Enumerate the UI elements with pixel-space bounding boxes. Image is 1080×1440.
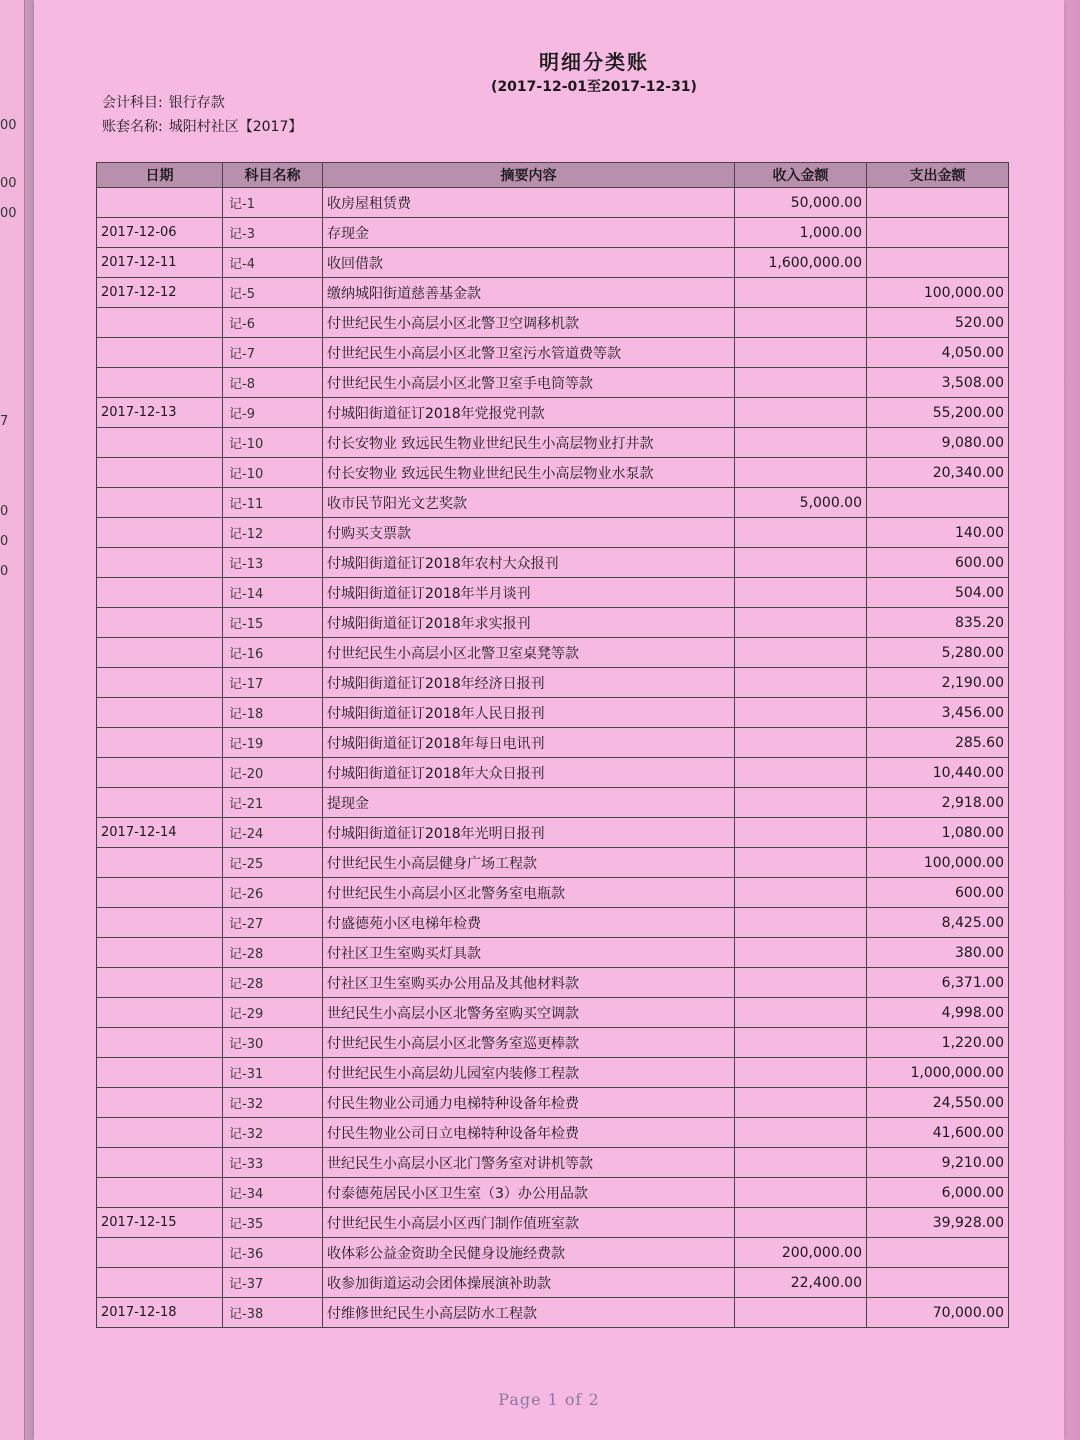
- row-voucher: 记-24: [223, 818, 323, 848]
- row-voucher: 记-32: [223, 1118, 323, 1148]
- row-voucher: 记-28: [223, 938, 323, 968]
- row-date: [97, 308, 223, 338]
- adjacent-page-fragment: 00: [0, 206, 17, 221]
- row-income: 50,000.00: [735, 188, 867, 218]
- adjacent-page-fragment: 00: [0, 176, 17, 191]
- row-date: [97, 1238, 223, 1268]
- row-expense: 10,440.00: [867, 758, 1009, 788]
- row-summary: 付世纪民生小高层小区西门制作值班室款: [323, 1208, 735, 1238]
- row-date: [97, 458, 223, 488]
- row-voucher: 记-21: [223, 788, 323, 818]
- row-summary: 付社区卫生室购买灯具款: [323, 938, 735, 968]
- header-income: 收入金额: [735, 163, 867, 188]
- row-date: [97, 428, 223, 458]
- header-date: 日期: [97, 163, 223, 188]
- table-row: [97, 278, 1009, 308]
- account-value: 银行存款: [168, 95, 225, 111]
- row-summary: 付泰德苑居民小区卫生室（3）办公用品款: [323, 1178, 735, 1208]
- row-date: [97, 518, 223, 548]
- row-date: [97, 338, 223, 368]
- row-voucher: 记-10: [223, 428, 323, 458]
- row-date: 2017-12-14: [97, 818, 223, 848]
- row-expense: 4,998.00: [867, 998, 1009, 1028]
- row-expense: 1,220.00: [867, 1028, 1009, 1058]
- row-voucher: 记-37: [223, 1268, 323, 1298]
- row-date: 2017-12-11: [97, 248, 223, 278]
- row-income: 1,600,000.00: [735, 248, 867, 278]
- table-row: [97, 1028, 1009, 1058]
- header-subject: 科目名称: [223, 163, 323, 188]
- book-name: [102, 116, 308, 136]
- row-income: [735, 668, 867, 698]
- row-income: [735, 908, 867, 938]
- table-row: [97, 1208, 1009, 1238]
- header-expense: 支出金额: [867, 163, 1009, 188]
- table-row: [97, 608, 1009, 638]
- row-expense: 600.00: [867, 548, 1009, 578]
- row-expense: 504.00: [867, 578, 1009, 608]
- row-date: [97, 1268, 223, 1298]
- row-date: [97, 488, 223, 518]
- row-income: [735, 368, 867, 398]
- row-income: [735, 728, 867, 758]
- row-voucher: 记-32: [223, 1088, 323, 1118]
- row-summary: 世纪民生小高层小区北警务室购买空调款: [323, 998, 735, 1028]
- table-row: [97, 548, 1009, 578]
- table-row: [97, 488, 1009, 518]
- row-income: [735, 818, 867, 848]
- row-income: [735, 1088, 867, 1118]
- row-income: [735, 638, 867, 668]
- row-date: [97, 548, 223, 578]
- row-expense: [867, 188, 1009, 218]
- table-header-row: [97, 163, 1009, 188]
- row-income: [735, 338, 867, 368]
- row-income: [735, 1028, 867, 1058]
- row-expense: 140.00: [867, 518, 1009, 548]
- row-date: [97, 1028, 223, 1058]
- row-expense: 100,000.00: [867, 848, 1009, 878]
- table-row: [97, 938, 1009, 968]
- row-date: [97, 188, 223, 218]
- row-summary: 缴纳城阳街道慈善基金款: [323, 278, 735, 308]
- row-expense: 520.00: [867, 308, 1009, 338]
- row-expense: 100,000.00: [867, 278, 1009, 308]
- table-row: [97, 1058, 1009, 1088]
- page-number: Page 1 of 2: [498, 1390, 600, 1409]
- table-row: [97, 428, 1009, 458]
- row-expense: 285.60: [867, 728, 1009, 758]
- row-expense: 3,508.00: [867, 368, 1009, 398]
- report-title: 明细分类账: [539, 50, 649, 74]
- row-expense: 1,000,000.00: [867, 1058, 1009, 1088]
- row-voucher: 记-38: [223, 1298, 323, 1328]
- row-voucher: 记-10: [223, 458, 323, 488]
- row-date: 2017-12-13: [97, 398, 223, 428]
- table-row: [97, 698, 1009, 728]
- row-income: [735, 938, 867, 968]
- row-summary: 付社区卫生室购买办公用品及其他材料款: [323, 968, 735, 998]
- adjacent-page-edge: [0, 0, 25, 1440]
- book-label: 账套名称:: [102, 119, 163, 135]
- row-expense: 20,340.00: [867, 458, 1009, 488]
- table-row: [97, 878, 1009, 908]
- ledger-body: [97, 188, 1009, 1328]
- row-summary: 付城阳街道征订2018年大众日报刊: [323, 758, 735, 788]
- row-expense: 600.00: [867, 878, 1009, 908]
- row-date: 2017-12-12: [97, 278, 223, 308]
- row-voucher: 记-19: [223, 728, 323, 758]
- row-expense: 9,210.00: [867, 1148, 1009, 1178]
- row-date: [97, 758, 223, 788]
- row-date: [97, 728, 223, 758]
- account-subject: [102, 92, 231, 112]
- ledger-table: [96, 162, 1009, 1328]
- row-date: [97, 578, 223, 608]
- row-voucher: 记-20: [223, 758, 323, 788]
- row-voucher: 记-30: [223, 1028, 323, 1058]
- book-value: 城阳村社区【2017】: [168, 119, 303, 135]
- row-voucher: 记-1: [223, 188, 323, 218]
- table-row: [97, 758, 1009, 788]
- row-income: [735, 518, 867, 548]
- row-income: [735, 1118, 867, 1148]
- row-voucher: 记-14: [223, 578, 323, 608]
- row-summary: 收房屋租赁费: [323, 188, 735, 218]
- row-expense: [867, 218, 1009, 248]
- row-summary: 付盛德苑小区电梯年检费: [323, 908, 735, 938]
- row-summary: 存现金: [323, 218, 735, 248]
- row-date: 2017-12-06: [97, 218, 223, 248]
- row-voucher: 记-27: [223, 908, 323, 938]
- row-summary: 付购买支票款: [323, 518, 735, 548]
- row-expense: [867, 488, 1009, 518]
- row-income: [735, 578, 867, 608]
- row-voucher: 记-11: [223, 488, 323, 518]
- header-summary: 摘要内容: [323, 163, 735, 188]
- row-income: [735, 398, 867, 428]
- row-summary: 付城阳街道征订2018年半月谈刊: [323, 578, 735, 608]
- row-summary: 世纪民生小高层小区北门警务室对讲机等款: [323, 1148, 735, 1178]
- row-date: [97, 608, 223, 638]
- row-income: [735, 1298, 867, 1328]
- row-summary: 提现金: [323, 788, 735, 818]
- row-summary: 付世纪民生小高层幼儿园室内装修工程款: [323, 1058, 735, 1088]
- table-row: [97, 1088, 1009, 1118]
- row-summary: 付世纪民生小高层小区北警卫空调移机款: [323, 308, 735, 338]
- row-summary: 付城阳街道征订2018年每日电讯刊: [323, 728, 735, 758]
- row-expense: 6,000.00: [867, 1178, 1009, 1208]
- table-row: [97, 218, 1009, 248]
- row-date: [97, 1178, 223, 1208]
- row-income: [735, 878, 867, 908]
- table-row: [97, 788, 1009, 818]
- table-row: [97, 308, 1009, 338]
- ledger-page: [34, 0, 1064, 1440]
- table-row: [97, 638, 1009, 668]
- table-row: [97, 578, 1009, 608]
- row-income: [735, 1178, 867, 1208]
- row-expense: 2,190.00: [867, 668, 1009, 698]
- row-summary: 收市民节阳光文艺奖款: [323, 488, 735, 518]
- table-row: [97, 188, 1009, 218]
- row-expense: 380.00: [867, 938, 1009, 968]
- table-row: [97, 368, 1009, 398]
- table-row: [97, 338, 1009, 368]
- table-row: [97, 668, 1009, 698]
- account-label: 会计科目:: [102, 95, 163, 111]
- row-date: [97, 788, 223, 818]
- row-summary: 付城阳街道征订2018年光明日报刊: [323, 818, 735, 848]
- row-date: [97, 1088, 223, 1118]
- row-date: 2017-12-18: [97, 1298, 223, 1328]
- row-summary: 付世纪民生小高层小区北警卫室手电筒等款: [323, 368, 735, 398]
- row-voucher: 记-7: [223, 338, 323, 368]
- row-voucher: 记-33: [223, 1148, 323, 1178]
- row-date: [97, 638, 223, 668]
- row-date: [97, 998, 223, 1028]
- table-row: [97, 1298, 1009, 1328]
- row-income: [735, 308, 867, 338]
- row-income: [735, 758, 867, 788]
- row-expense: 9,080.00: [867, 428, 1009, 458]
- row-income: [735, 428, 867, 458]
- table-row: [97, 968, 1009, 998]
- row-income: 22,400.00: [735, 1268, 867, 1298]
- row-income: [735, 998, 867, 1028]
- row-expense: 2,918.00: [867, 788, 1009, 818]
- row-expense: 835.20: [867, 608, 1009, 638]
- row-voucher: 记-35: [223, 1208, 323, 1238]
- adjacent-page-fragment: 00: [0, 118, 17, 133]
- row-voucher: 记-9: [223, 398, 323, 428]
- row-expense: 1,080.00: [867, 818, 1009, 848]
- table-row: [97, 908, 1009, 938]
- row-expense: 39,928.00: [867, 1208, 1009, 1238]
- row-summary: 付城阳街道征订2018年经济日报刊: [323, 668, 735, 698]
- row-voucher: 记-15: [223, 608, 323, 638]
- adjacent-page-fragment: 0: [0, 504, 9, 519]
- row-expense: [867, 1238, 1009, 1268]
- row-income: [735, 788, 867, 818]
- row-summary: 付城阳街道征订2018年人民日报刊: [323, 698, 735, 728]
- row-voucher: 记-29: [223, 998, 323, 1028]
- row-income: [735, 548, 867, 578]
- table-row: [97, 458, 1009, 488]
- row-voucher: 记-28: [223, 968, 323, 998]
- row-date: [97, 878, 223, 908]
- row-date: [97, 938, 223, 968]
- row-summary: 付世纪民生小高层小区北警卫室桌凳等款: [323, 638, 735, 668]
- row-voucher: 记-4: [223, 248, 323, 278]
- row-expense: 8,425.00: [867, 908, 1009, 938]
- table-row: [97, 1238, 1009, 1268]
- row-voucher: 记-13: [223, 548, 323, 578]
- row-date: [97, 1058, 223, 1088]
- row-summary: 收回借款: [323, 248, 735, 278]
- row-expense: 70,000.00: [867, 1298, 1009, 1328]
- row-income: [735, 1208, 867, 1238]
- table-row: [97, 848, 1009, 878]
- table-row: [97, 998, 1009, 1028]
- row-expense: 6,371.00: [867, 968, 1009, 998]
- row-summary: 付民生物业公司日立电梯特种设备年检费: [323, 1118, 735, 1148]
- row-voucher: 记-16: [223, 638, 323, 668]
- row-voucher: 记-25: [223, 848, 323, 878]
- table-row: [97, 1268, 1009, 1298]
- row-voucher: 记-5: [223, 278, 323, 308]
- row-summary: 付世纪民生小高层小区北警卫室污水管道费等款: [323, 338, 735, 368]
- row-summary: 收体彩公益金资助全民健身设施经费款: [323, 1238, 735, 1268]
- row-expense: 3,456.00: [867, 698, 1009, 728]
- row-date: [97, 1118, 223, 1148]
- row-income: [735, 698, 867, 728]
- row-voucher: 记-8: [223, 368, 323, 398]
- table-row: [97, 1118, 1009, 1148]
- row-date: [97, 698, 223, 728]
- row-income: 200,000.00: [735, 1238, 867, 1268]
- row-income: [735, 848, 867, 878]
- row-summary: 付城阳街道征订2018年党报党刊款: [323, 398, 735, 428]
- row-voucher: 记-6: [223, 308, 323, 338]
- row-voucher: 记-26: [223, 878, 323, 908]
- adjacent-page-fragment: 7: [0, 414, 9, 429]
- row-income: 1,000.00: [735, 218, 867, 248]
- row-income: [735, 458, 867, 488]
- row-summary: 付世纪民生小高层健身广场工程款: [323, 848, 735, 878]
- row-summary: 付民生物业公司通力电梯特种设备年检费: [323, 1088, 735, 1118]
- row-expense: 41,600.00: [867, 1118, 1009, 1148]
- table-row: [97, 248, 1009, 278]
- row-expense: [867, 1268, 1009, 1298]
- table-row: [97, 728, 1009, 758]
- row-date: [97, 368, 223, 398]
- row-voucher: 记-36: [223, 1238, 323, 1268]
- row-income: [735, 278, 867, 308]
- report-period: (2017-12-01至2017-12-31): [491, 79, 697, 95]
- row-voucher: 记-3: [223, 218, 323, 248]
- row-expense: 24,550.00: [867, 1088, 1009, 1118]
- row-voucher: 记-34: [223, 1178, 323, 1208]
- row-voucher: 记-18: [223, 698, 323, 728]
- row-income: [735, 1058, 867, 1088]
- row-date: 2017-12-15: [97, 1208, 223, 1238]
- row-voucher: 记-17: [223, 668, 323, 698]
- row-income: [735, 1148, 867, 1178]
- row-summary: 付长安物业 致远民生物业世纪民生小高层物业水泵款: [323, 458, 735, 488]
- row-expense: 55,200.00: [867, 398, 1009, 428]
- row-expense: [867, 248, 1009, 278]
- table-row: [97, 1148, 1009, 1178]
- row-summary: 付世纪民生小高层小区北警务室电瓶款: [323, 878, 735, 908]
- row-summary: 付长安物业 致远民生物业世纪民生小高层物业打井款: [323, 428, 735, 458]
- row-expense: 4,050.00: [867, 338, 1009, 368]
- table-row: [97, 818, 1009, 848]
- row-date: [97, 908, 223, 938]
- row-date: [97, 1148, 223, 1178]
- row-date: [97, 968, 223, 998]
- table-row: [97, 518, 1009, 548]
- row-income: [735, 608, 867, 638]
- row-expense: 5,280.00: [867, 638, 1009, 668]
- row-date: [97, 668, 223, 698]
- row-summary: 付城阳街道征订2018年求实报刊: [323, 608, 735, 638]
- table-row: [97, 1178, 1009, 1208]
- row-income: 5,000.00: [735, 488, 867, 518]
- row-summary: 付维修世纪民生小高层防水工程款: [323, 1298, 735, 1328]
- row-income: [735, 968, 867, 998]
- row-date: [97, 848, 223, 878]
- row-summary: 收参加街道运动会团体操展演补助款: [323, 1268, 735, 1298]
- adjacent-page-fragment: 0: [0, 534, 9, 549]
- row-summary: 付城阳街道征订2018年农村大众报刊: [323, 548, 735, 578]
- row-summary: 付世纪民生小高层小区北警务室巡更棒款: [323, 1028, 735, 1058]
- table-row: [97, 398, 1009, 428]
- row-voucher: 记-31: [223, 1058, 323, 1088]
- adjacent-page-fragment: 0: [0, 564, 9, 579]
- row-voucher: 记-12: [223, 518, 323, 548]
